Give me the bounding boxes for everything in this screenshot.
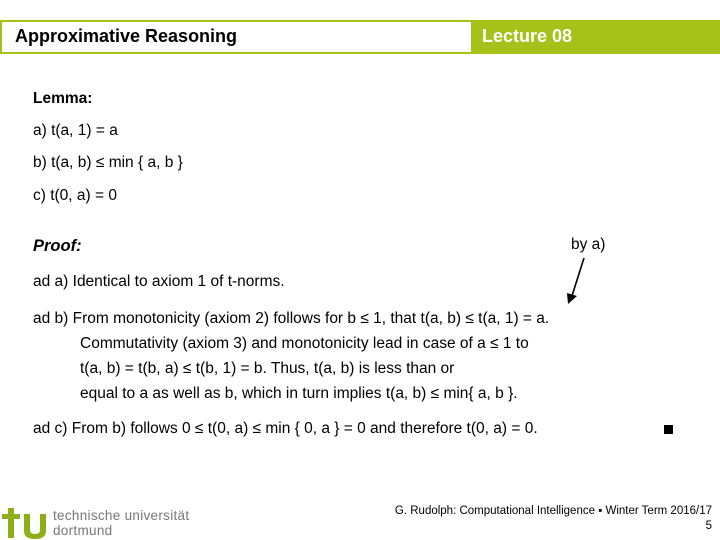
proof-a-text: ad a) Identical to axiom 1 of t-norms. [33,273,285,290]
logo-text-line-2: dortmund [53,523,113,538]
footer-credit-text: G. Rudolph: Computational Intelligence ▪ Winter Term 2016/17 [394,505,712,517]
proof-b-line-1: ad b) From monotonicity (axiom 2) follows for b ≤ 1, that t(a, b) ≤ t(a, 1) = a. [33,310,550,327]
proof-b-line-2: Commutativity (axiom 3) and monotonicity lead in case of a ≤ 1 to [80,335,529,352]
annotation-arrow-icon [560,255,590,307]
footer-credit [395,504,712,534]
header-title: Approximative Reasoning [15,26,238,46]
logo-text-line-1: technische universität [53,508,190,523]
university-logo [0,500,200,540]
proof-heading: Proof: [33,237,82,255]
lemma-heading: Lemma: [33,90,93,107]
header-left-line [0,20,2,54]
proof-b-line-3: t(a, b) = t(b, a) ≤ t(b, 1) = b. Thus, t(a, b) is less than or [80,360,455,377]
proof-c-text: ad c) From b) follows 0 ≤ t(0, a) ≤ min { 0, a } = 0 and therefore t(0, a) = 0. [33,420,538,437]
proof-b-line-4: equal to a as well as b, which in turn implies t(a, b) ≤ min{ a, b }. [80,385,518,402]
page-number: 5 [705,520,712,532]
tu-logo-icon [2,506,48,540]
lemma-item-a: a) t(a, 1) = a [33,122,118,139]
header-lecture-label: Lecture 08 [482,26,573,46]
annotation-label: by a) [571,236,606,253]
lemma-item-b: b) t(a, b) ≤ min { a, b } [33,154,183,171]
end-of-proof-icon [664,425,673,434]
lemma-item-c: c) t(0, a) = 0 [33,187,117,204]
